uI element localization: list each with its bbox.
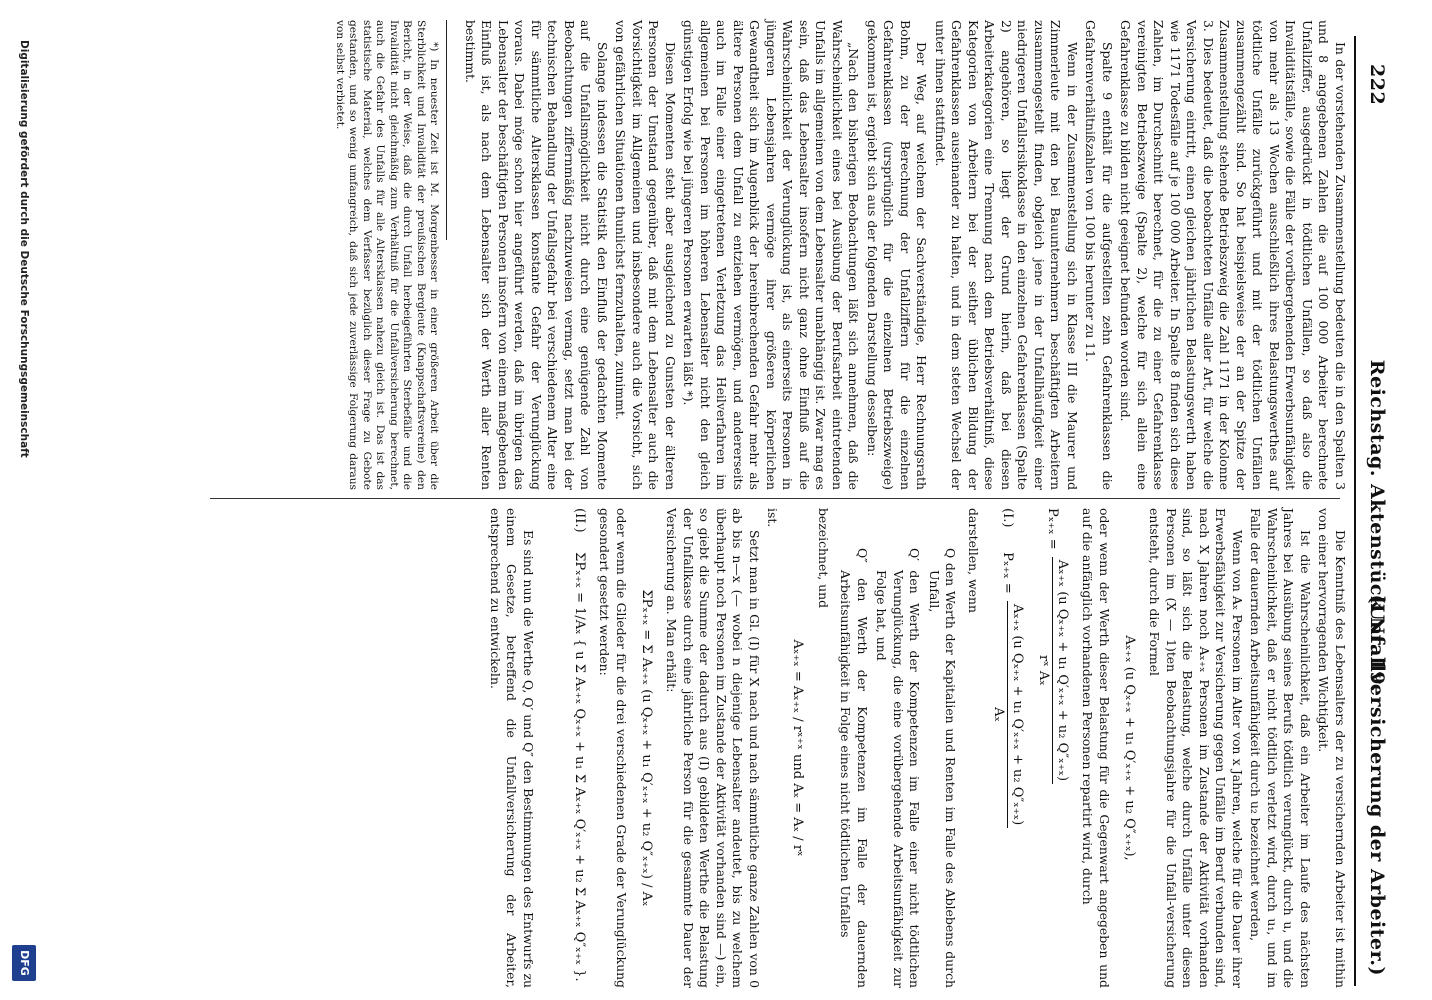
footnote: *) In neuester Zeit ist M. Morgenbesser in einer größeren Arbeit über die Sterblichkeit und Invalidität der preußischen Bergleute (Knappschaftsvereine) den Bericht, in der Weise, daß die durch Unfall herbeigeführten Sterbefälle und die Invalidität nicht gleichmäßig zum Verhältniß für die Unfallversicherung berechnet, auch die Gefahr des Unfalls für alle Altersklassen nahezu gleich ist. Das ist das statistische Material, welches dem Verfasser bezüglich dieser Frage zu Gebote gestanden, und so wenig umfangreich, daß sich jede zuverlässige Folgerung daraus von selbst verbietet. bbox=[334, 20, 441, 490]
formula-label: (I.) bbox=[1000, 508, 1015, 528]
formula bbox=[570, 508, 588, 988]
definition-list bbox=[837, 548, 959, 988]
formula-fraction bbox=[989, 601, 1026, 828]
definition-item: Q″ den Werth der Kompetenzen im Falle der dauernden Arbeitsunfähigkeit in Folge eines nicht tödtlichen Unfalles bbox=[838, 548, 870, 988]
formula bbox=[637, 508, 655, 988]
paragraph: Solange indessen die Statistik den Einfluß der gedachten Momente auf die Unfallsmöglichkeit nicht durch eine genügende Zahl von Beobachtungen ziffernmäßig nachzuweisen vermag, setzt man bei der technischen Behandlung der Unfallsgefahr bei verschiedenem Alter eine für sämmtliche Altersklassen konstante Gefahr der Verunglückung voraus. Dabei möge schon hier angeführt werden, daß im übrigen das Lebensalter der beschäftigten Personen insofern von einem maßgebenden Einfluß ist, als nach dem Lebensalter sich der Werth aller Renten bestimmt. bbox=[463, 20, 610, 490]
paragraph: In der vorstehenden Zusammenstellung bedeuten die in den Spalten 3 und 8 angegebenen Zahlen die auf 100 000 Arbeiter berechnete Unfallziffer, ausgedrückt in tödtlichen Unfällen, so daß also die Invaliditätsfälle, sowie die Fälle der vorübergehenden Erwerbsunfähigkeit von mehr als 13 Wochen ausschließlich ihres Belastungswerthes auf tödtliche Unfälle zurückgeführt und mit der tödtlichen Unfällen zusammengezählt sind. So hat beispielsweise der an der Spitze der Zusammenstellung stehende Betriebszweig die Zahl 1171 in der Kolonne 3. Dies bedeutet, daß die beobachteten Unfälle aller Art, für welche die Versicherung eintritt, einen gleichen jährlichen Belastungswerth haben wie 1171 Todesfälle auf je 100 000 Arbeiter. In Spalte 8 finden sich diese Zahlen, im Durchschnitt berechnet, für die zu einer Gefahrenklasse vereinigten Betriebszweige (Spalte 2), welche für sich allein eine Gefahrenklasse zu bilden nicht geeignet befunden worden sind. bbox=[1118, 20, 1348, 490]
formula bbox=[1034, 508, 1071, 988]
formula-line: ΣPₓ₊ₓ = 1/Aₓ { u Σ Aₓ₊ₓ Qₓ₊ₓ + u₁ Σ Aₓ₊ₓ Q′ₓ₊ₓ + u₂ Σ Aₓ₊ₓ Q″ₓ₊ₓ }. bbox=[572, 552, 587, 982]
formula-line: Aₓ₊ₓ = Aₓ₊ₓ / rˣ⁺ˣ und Aₓ = Aₓ / rˣ bbox=[790, 639, 806, 857]
formula-line: Aₓ₊ₓ (u Qₓ₊ₓ + u₁ Q′ₓ₊ₓ + u₂ Q″ₓ₊ₓ), bbox=[1122, 635, 1137, 861]
paragraph: Ist die Wahrscheinlichkeit, daß ein Arbeiter im Laufe des nächsten Jahres bei Ausübung seines Berufs tödtlich verunglückt, durch u, und die Wahrscheinlichkeit, daß er nicht tödtlich verletzt wird, durch u₁, und im Falle der dauernden Arbeitsunfähigkeit durch u₂ bezeichnet werden, bbox=[1248, 508, 1313, 988]
paragraph: ist. bbox=[765, 508, 781, 528]
formula bbox=[789, 508, 807, 988]
dfg-logo: DFG bbox=[12, 945, 36, 981]
formula bbox=[989, 508, 1026, 988]
formula-fraction bbox=[1034, 557, 1071, 784]
footnote-rule bbox=[447, 20, 448, 240]
right-column bbox=[485, 508, 1349, 988]
formula-lead: Pₓ₊ₓ = bbox=[1000, 552, 1015, 594]
formula-numerator: Aₓ₊ₓ (u Qₓ₊ₓ + u₁ Q′ₓ₊ₓ + u₂ Q″ₓ₊ₓ) bbox=[1007, 601, 1026, 828]
paragraph: Wenn in der Zusammenstellung sich in Klasse III die Maurer und Zimmerleute mit den bei Bauunternehmern beschäftigten Arbeitern zusammengestellt finden, obgleich jene in der Unfallhäufigkeit einer niedrigeren Unfallsrisikoklasse in den einzelnen Gefahrenklassen (Spalte 2) angehören, so liegt der Grund hierin, daß bei diesen Arbeiterkategorien eine Trennung nach dem Betriebsverhältniß, diese Kategorien von Arbeitern bei der seither üblichen Bildung der Gefahrenklassen auseinander zu halten, und in dem steten Wechsel der unter ihnen stattfindet. bbox=[933, 20, 1080, 490]
page-number: 222 bbox=[1366, 64, 1388, 106]
page-header bbox=[1354, 36, 1392, 986]
paragraph: Die Kenntniß des Lebensalters der zu versichernden Arbeiter ist mithin von einer hervorragenden Wichtigkeit. bbox=[1316, 508, 1348, 988]
formula-label: (II.) bbox=[572, 508, 587, 533]
formula-denominator: Aₓ bbox=[991, 707, 1006, 722]
formula-lead: Pₓ₊ₓ = bbox=[1045, 508, 1060, 550]
spacer bbox=[536, 508, 562, 988]
paragraph: oder wenn die Glieder für die drei verschiedenen Grade der Verunglückung gesondert gesetzt werden: bbox=[597, 508, 629, 988]
credit-text: Digitalisierung gefördert durch die Deutsche Forschungsgemeinschaft bbox=[18, 40, 30, 458]
paragraph: Setzt man in Gl. (I) für X nach und nach sämmtliche ganze Zahlen von 0 ab bis n—x (— wobei n diejenige Lebensalter andeutet, bis zu welchem überhaupt noch Personen im Zustande der Aktivität vorhanden sind —) ein, so giebt die Summe der dadurch aus (I) gebildeten Werthe die Belastung der Unfallkasse durch eine jährliche Person für die gesammte Dauer der Versicherung an. Man erhält: bbox=[664, 508, 762, 988]
paragraph: oder wenn der Werth dieser Belastung für die Gegenwart angegeben und auf die anfänglich vorhandenen Personen repartirt wird, durch bbox=[1080, 508, 1112, 988]
header-subject: (Unfallversicherung der Arbeiter.) bbox=[1366, 594, 1388, 976]
paragraph: Spalte 9 enthält für die aufgestellten zehn Gefahrenklassen die Gefahrenverhältnißzahlen von 100 bis herunter zu 11. bbox=[1083, 20, 1115, 490]
paragraph: darstellen, wenn bbox=[966, 508, 981, 613]
paragraph: Wenn von Aₓ Personen im Alter von x Jahren, welche für die Dauer ihrer Erwerbsfähigkeit zur Versicherung gegen Unfälle im Beruf verbunden sind, nach X Jahren noch Aₓ₊ₓ Personen im Zustande der Aktivität vorhanden sind, so läßt sich die Belastung, welche durch Unfälle unter diesen Personen im (X — 1)ten Beobachtungsjahre für die Unfall-versicherung entsteht, durch die Formel bbox=[1147, 508, 1245, 988]
paragraph: Diesen Momenten steht aber ausgleichend zu Gunsten der älteren Personen der Umstand gegenüber, daß mit dem Lebensalter auch die Vorsichtigkeit im Allgemeinen und insbesondere auch die Vorsicht, sich von gefährlichen Situationen thunlichst fernzuhalten, zunimmt. bbox=[613, 20, 678, 490]
formula bbox=[1120, 508, 1138, 988]
left-column bbox=[331, 20, 1349, 490]
formula-line: ΣPₓ₊ₓ = Σ Aₓ₊ₓ (u Qₓ₊ₓ + u₁ Q′ₓ₊ₓ + u₂ Q″ₓ₊ₓ) / Aₓ bbox=[639, 589, 654, 907]
paragraph: bezeichnet, und bbox=[816, 508, 831, 609]
paragraph: „Nach den bisherigen Beobachtungen läßt sich annehmen, daß die Wahrscheinlichkeit eines bei Ausübung der Berufsarbeit eintretenden Unfalls im allgemeinen von dem Lebensalter unabhängig ist. Zwar mag es sein, daß das Lebensalter insofern nicht ganz ohne Einfluß auf die Wahrscheinlichkeit der Verunglückung ist, als einerseits Personen in jüngeren Lebensjahren vermöge ihrer größeren körperlichen Gewandtheit sich im Augenblick der hereinbrechenden Gefahr mehr als ältere Personen dem Unfall zu entziehen vermögen, und andererseits auch im Falle einer eingetretenen Verletzung das Heilverfahren im allgemeinen bei Personen im höheren Lebensalter nicht den gleich günstigen Erfolg wie bei jüngeren Personen erwarten läßt *). bbox=[681, 20, 862, 490]
header-title: Reichstag. Aktenstück Nr. 19. bbox=[1366, 359, 1388, 693]
formula-denominator: rˣ Aₓ bbox=[1036, 655, 1051, 686]
paragraph: Es sind nun die Werthe Q, Q′ und Q″ den Bestimmungen des Entwurfs zu einem Gesetze, betreffend die Unfallversicherung der Arbeiter, entsprechend zu entwickeln. bbox=[488, 508, 536, 988]
definition-item: Q den Werth der Kapitalien und Renten im Falle des Ablebens durch Unfall, bbox=[927, 548, 959, 988]
definition-item: Q′ den Werth der Kompetenzen im Falle einer nicht tödtlichen Verunglückung, die eine vorübergehende Arbeitsunfähigkeit zur Folge hat, und bbox=[874, 548, 923, 988]
paragraph: Der Weg, auf welchem der Sachverständige, Herr Rechnungsrath Bohm, zu der Berechnung der Unfallziffern für die einzelnen Gefahrenklassen (ursprünglich für die einzelnen Betriebszweige) gekommen ist, ergiebt sich aus der folgenden Darstellung desselben: bbox=[865, 20, 930, 490]
column-divider bbox=[210, 498, 1340, 499]
digitization-credit bbox=[0, 0, 44, 1000]
formula-numerator: Aₓ₊ₓ (u Qₓ₊ₓ + u₁ Q′ₓ₊ₓ + u₂ Q″ₓ₊ₓ) bbox=[1052, 557, 1071, 784]
